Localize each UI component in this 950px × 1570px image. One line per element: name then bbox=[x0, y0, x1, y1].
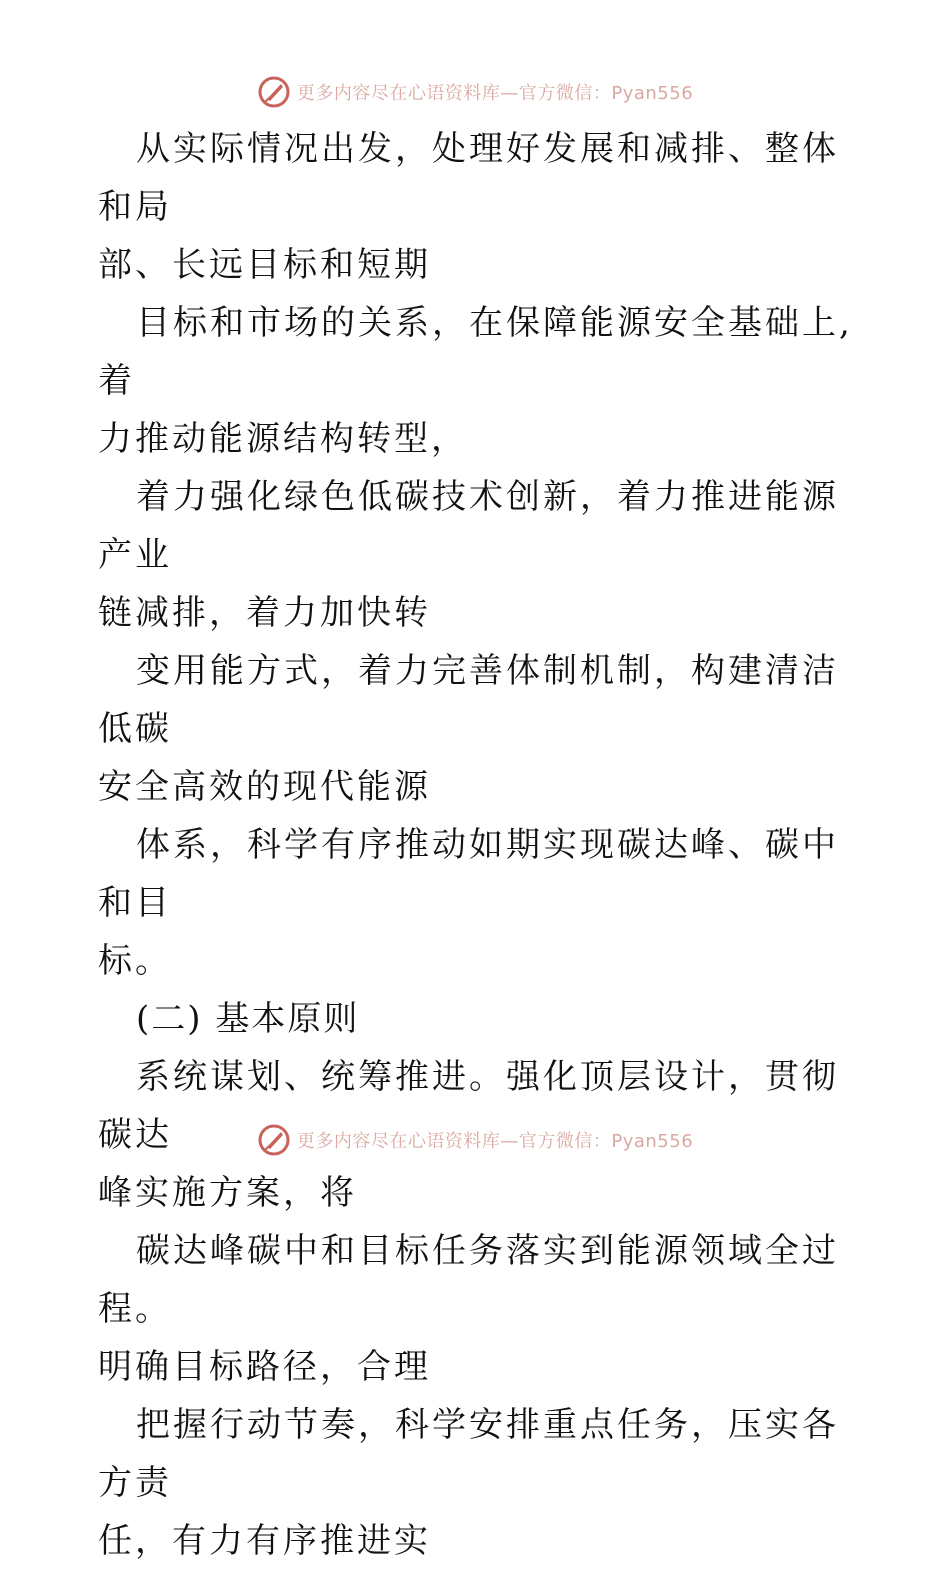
paragraph bbox=[98, 468, 858, 642]
paragraph-line: 着力强化绿色低碳技术创新，着力推进能源产业 bbox=[98, 477, 839, 575]
paragraph bbox=[98, 294, 858, 468]
paragraph-line: 力推动能源结构转型， bbox=[98, 419, 468, 459]
paragraph-line: 明确目标路径，合理 bbox=[98, 1347, 431, 1387]
paragraph-line: 链减排，着力加快转 bbox=[98, 593, 431, 633]
paragraph-line: 把握行动节奏，科学安排重点任务，压实各方责 bbox=[98, 1405, 839, 1503]
paragraph-line: 变用能方式，着力完善体制机制，构建清洁低碳 bbox=[98, 651, 839, 749]
paragraph-line: 任，有力有序推进实 bbox=[98, 1521, 431, 1561]
paragraph-line: 目标和市场的关系，在保障能源安全基础上,着 bbox=[98, 303, 853, 401]
paragraph bbox=[98, 816, 858, 990]
paragraph-line: 碳达峰碳中和目标任务落实到能源领域全过程。 bbox=[98, 1231, 839, 1329]
paragraph-line: 从实际情况出发，处理好发展和减排、整体和局 bbox=[98, 129, 839, 227]
section-heading: (二) 基本原则 bbox=[136, 999, 360, 1039]
paragraph bbox=[98, 642, 858, 816]
paragraph-line: 体系，科学有序推动如期实现碳达峰、碳中和目 bbox=[98, 825, 839, 923]
paragraph-line: 标。 bbox=[98, 941, 172, 981]
paragraph bbox=[98, 1222, 858, 1396]
watermark-bottom bbox=[0, 1120, 950, 1160]
watermark-text: 更多内容尽在心语资料库—官方微信：Pyan556 bbox=[296, 1131, 694, 1152]
paragraph bbox=[98, 1396, 858, 1570]
paragraph-line: 安全高效的现代能源 bbox=[98, 767, 431, 807]
watermark-top bbox=[0, 72, 950, 112]
quill-logo-icon bbox=[257, 1123, 291, 1157]
quill-logo-icon bbox=[257, 75, 291, 109]
paragraph-line: 峰实施方案，将 bbox=[98, 1173, 357, 1213]
watermark-text: 更多内容尽在心语资料库—官方微信：Pyan556 bbox=[296, 83, 694, 104]
paragraph-line: 系统谋划、统筹推进。强化顶层设计，贯彻碳达 bbox=[98, 1057, 839, 1155]
paragraph-line: 部、长远目标和短期 bbox=[98, 245, 431, 285]
paragraph bbox=[98, 120, 858, 294]
document-body bbox=[98, 120, 858, 1570]
